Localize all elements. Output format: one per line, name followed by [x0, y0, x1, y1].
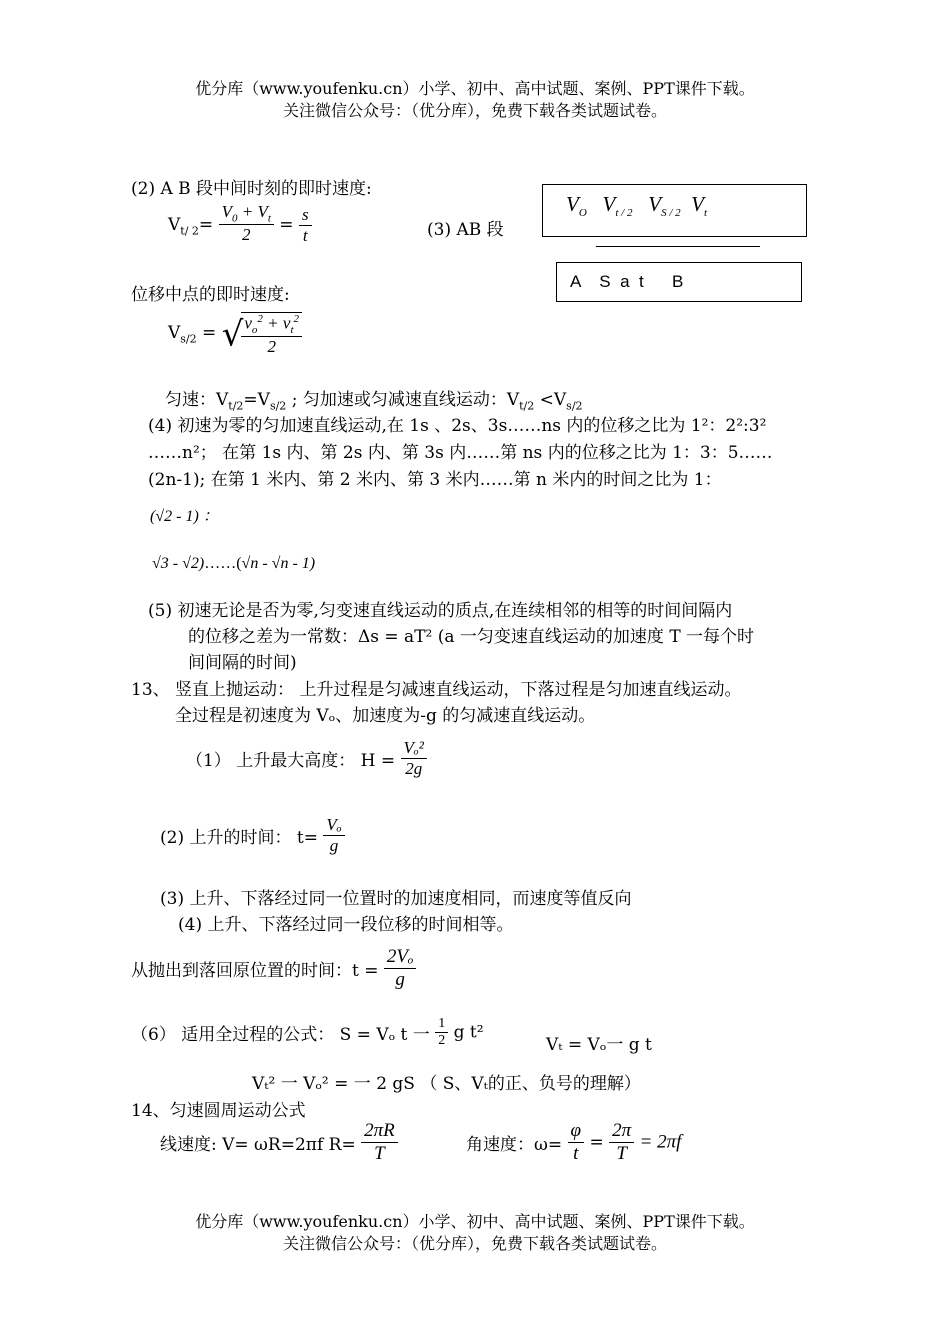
max-height-formula: （1） 上升最大高度： H = $\frac{\text{Vₒ²}}{2g}$ [186, 738, 427, 779]
midpoint-title: 位移中点的即时速度: [131, 285, 290, 305]
section-13-line-1: 13、 竖直上抛运动： 上升过程是匀减速直线运动，下落过程是匀加速直线运动。 [131, 680, 742, 700]
section-5-line-2: 的位移之差为一常数：Δs = aT² (a 一匀变速直线运动的加速度 T 一每个时 [188, 627, 755, 647]
ab-segment-label: (3) AB 段 [427, 220, 504, 240]
ratio-term-1: (√2 - 1) ： [150, 508, 219, 525]
full-process-formula-2: Vₜ² 一 Vₒ² = 一 2 gS （ S、Vₜ的正、负号的理解） [252, 1074, 641, 1094]
divider-line [596, 246, 760, 247]
section-4-line-1: (4) 初速为零的匀加速直线运动,在 1s 、2s、3s……ns 内的位移之比为 1²：2²:3² [148, 416, 767, 436]
rise-time-formula: (2) 上升的时间： t= $\frac{\text{Vₒ}}{g}$ [160, 815, 345, 856]
velocity-labels: $V_O$ $V_{t / 2}$ $V_{S / 2}$ $V_t$ [566, 192, 708, 220]
section-2-title: (2) A B 段中间时刻的即时速度: [131, 179, 372, 199]
section-5-line-1: (5) 初速无论是否为零,匀变速直线运动的质点,在连续相邻的相等的时间间隔内 [148, 601, 733, 621]
section-13-line-2: 全过程是初速度为 Vₒ、加速度为-g 的匀减速直线运动。 [175, 706, 596, 726]
fall-time-formula: 从抛出到落回原位置的时间：t = $\frac{\text{2Vₒ}}{g}$ [131, 946, 416, 991]
uniform-relation: 匀速：$V_{t/2}=V_{s/2}$ ; 匀加速或匀减速直线运动：$V_{t/2} <V_{s/2}$ [165, 390, 583, 413]
header-line-1: 优分库（www.youfenku.cn）小学、初中、高中试题、案例、PPT课件下载。 [195, 79, 755, 98]
ratio-term-2: √3 - √2)……(√n - √n - 1) [152, 555, 316, 572]
segment-labels: A S a t B [570, 272, 684, 291]
section-13-point-3: (3) 上升、下落经过同一位置时的加速度相同，而速度等值反向 [160, 889, 632, 909]
header-line-2: 关注微信公众号：（优分库），免费下载各类试题试卷。 [282, 101, 667, 120]
section-14-title: 14、匀速圆周运动公式 [131, 1101, 306, 1121]
full-process-formula: （6） 适用全过程的公式： S = Vₒ t 一 $\frac{1}{2}$ g t² [131, 1016, 484, 1048]
section-4-line-3: (2n-1); 在第 1 米内、第 2 米内、第 3 米内……第 n 米内的时间之比为 1： [148, 470, 722, 490]
section-4-line-2: ……n²； 在第 1s 内、第 2s 内、第 3s 内……第 ns 内的位移之比为 1：3：5…… [148, 443, 773, 463]
angular-velocity-formula: 角速度：ω= $\frac{\varphi}{t}$ = $\frac{2\pi}{T}$ = 2πf [466, 1120, 682, 1164]
vs2-formula: $V_{s/2}$ = √ $\frac{v_o^2 + v_t^2}{2}$ [168, 312, 302, 357]
linear-velocity-formula: 线速度: V= ωR=2πf R= $\frac{2\pi R}{T}$ [160, 1120, 398, 1165]
vt2-formula: $V_{t/ 2}=$ $\frac{V_0 + V_t}{2}$ = $\frac{s}{t}$ [168, 205, 312, 246]
velocity-formula: Vₜ = Vₒ一 g t [546, 1035, 652, 1055]
footer-line-1: 优分库（www.youfenku.cn）小学、初中、高中试题、案例、PPT课件下载。 [195, 1212, 755, 1231]
section-13-point-4: (4) 上升、下落经过同一段位移的时间相等。 [178, 915, 514, 935]
footer-line-2: 关注微信公众号：（优分库），免费下载各类试题试卷。 [282, 1234, 667, 1253]
section-5-line-3: 间间隔的时间) [188, 653, 297, 673]
